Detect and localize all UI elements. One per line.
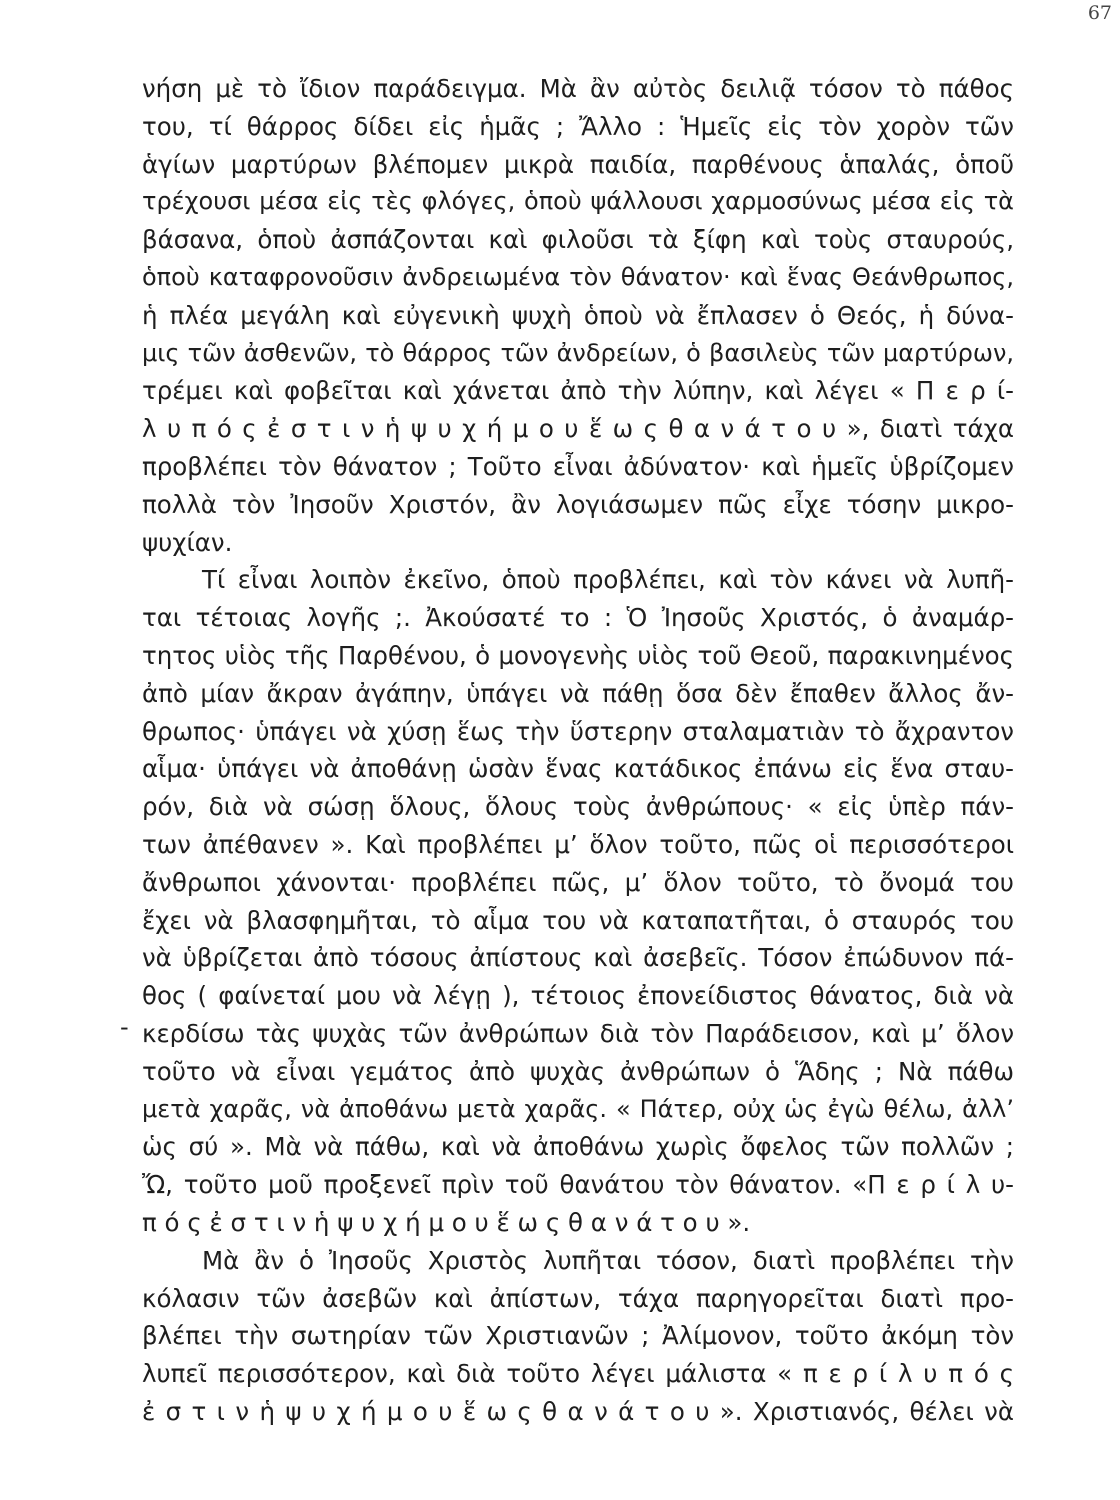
text-line: πολλὰ τὸν Ἰησοῦν Χριστόν, ἂν λογιάσωμεν πῶς εἶχε τόσην μικρο-: [142, 489, 1014, 519]
text-line: κερδίσω τὰς ψυχὰς τῶν ἀνθρώπων διὰ τὸν Παράδεισον, καὶ μ’ ὅλον: [142, 1018, 1014, 1048]
body-text: [120, 70, 1014, 1431]
text-line: ἁγίων μαρτύρων βλέπομεν μικρὰ παιδία, παρθένους ἁπαλάς, ὁποῦ: [142, 149, 1014, 179]
text-line: προβλέπει τὸν θάνατον ; Τοῦτο εἶναι ἀδύνατον· καὶ ἡμεῖς ὑβρίζομεν: [142, 451, 1014, 481]
text-line: τητος υἱὸς τῆς Παρθένου, ὁ μονογενὴς υἱὸς τοῦ Θεοῦ, παρακινημένος: [142, 640, 1014, 670]
text-line: Ὤ, τοῦτο μοῦ προξενεῖ πρὶν τοῦ θανάτου τὸν θάνατον. «Π ε ρ ί λ υ-: [142, 1170, 1014, 1200]
text-line: ἀπὸ μίαν ἄκραν ἀγάπην, ὑπάγει νὰ πάθῃ ὅσα δὲν ἔπαθεν ἄλλος ἄν-: [142, 678, 1014, 708]
text-line: νὰ ὑβρίζεται ἀπὸ τόσους ἀπίστους καὶ ἀσεβεῖς. Τόσον ἐπώδυνον πά-: [142, 943, 1014, 973]
text-line: Τί εἶναι λοιπὸν ἐκεῖνο, ὁποὺ προβλέπει, καὶ τὸν κάνει νὰ λυπῆ-: [202, 565, 1014, 595]
text-line: κόλασιν τῶν ἀσεβῶν καὶ ἀπίστων, τάχα παρηγορεῖται διατὶ προ-: [142, 1283, 1014, 1313]
margin-mark: -: [120, 1013, 129, 1041]
text-line: τρέχουσι μέσα εἰς τὲς φλόγες, ὁποὺ ψάλλουσι χαρμοσύνως μέσα εἰς τὰ: [142, 187, 1014, 216]
text-line: λυπεῖ περισσότερον, καὶ διὰ τοῦτο λέγει μάλιστα « π ε ρ ί λ υ π ό ς: [142, 1359, 1014, 1389]
text-line: ἔχει νὰ βλασφημῆται, τὸ αἷμα του νὰ καταπατῆται, ὁ σταυρός του: [142, 905, 1014, 935]
text-line: βλέπει τὴν σωτηρίαν τῶν Χριστιανῶν ; Ἀλίμονον, τοῦτο ἀκόμη τὸν: [142, 1321, 1014, 1351]
text-line: ται τέτοιας λογῆς ;. Ἀκούσατέ το : Ὁ Ἰησοῦς Χριστός, ὁ ἀναμάρ-: [142, 603, 1014, 633]
text-line: ἡ πλέα μεγάλη καὶ εὐγενικὴ ψυχὴ ὁποὺ νὰ ἔπλασεν ὁ Θεός, ἡ δύνα-: [142, 300, 1014, 330]
text-line: τρέμει καὶ φοβεῖται καὶ χάνεται ἀπὸ τὴν λύπην, καὶ λέγει « Π ε ρ ί-: [142, 376, 1014, 406]
text-line: ἄνθρωποι χάνονται· προβλέπει πῶς, μ’ ὅλον τοῦτο, τὸ ὄνομά του: [142, 867, 1014, 897]
text-line: Μὰ ἂν ὁ Ἰησοῦς Χριστὸς λυπῆται τόσον, διατὶ προβλέπει τὴν: [202, 1245, 1014, 1275]
text-line: νήση μὲ τὸ ἴδιον παράδειγμα. Μὰ ἂν αὐτὸς δειλιᾷ τόσον τὸ πάθος: [142, 74, 1014, 103]
text-line: βάσανα, ὁποὺ ἀσπάζονται καὶ φιλοῦσι τὰ ξίφη καὶ τοὺς σταυρούς,: [142, 225, 1014, 255]
text-line: του, τί θάρρος δίδει εἰς ἡμᾶς ; Ἄλλο : Ἡμεῖς εἰς τὸν χορὸν τῶν: [142, 111, 1014, 141]
text-line: π ό ς ἐ σ τ ι ν ἡ ψ υ χ ή μ ο υ ἕ ω ς θ α ν ά τ ο υ ».: [142, 1207, 751, 1237]
page-number: 67: [1087, 2, 1112, 24]
text-line: τοῦτο νὰ εἶναι γεμάτος ἀπὸ ψυχὰς ἀνθρώπων ὁ Ἅδης ; Νὰ πάθω: [142, 1056, 1014, 1086]
text-line: των ἀπέθανεν ». Καὶ προβλέπει μ’ ὅλον τοῦτο, πῶς οἱ περισσότεροι: [142, 829, 1014, 859]
text-line: ὡς σύ ». Μὰ νὰ πάθω, καὶ νὰ ἀποθάνω χωρὶς ὄφελος τῶν πολλῶν ;: [142, 1132, 1014, 1162]
text-line: ἐ σ τ ι ν ἡ ψ υ χ ή μ ο υ ἕ ω ς θ α ν ά τ ο υ ». Χριστιανός, θέλει νὰ: [142, 1396, 1014, 1426]
text-line: μις τῶν ἀσθενῶν, τὸ θάρρος τῶν ἀνδρείων, ὁ βασιλεὺς τῶν μαρτύρων,: [142, 338, 1014, 367]
text-line: αἷμα· ὑπάγει νὰ ἀποθάνῃ ὡσὰν ἕνας κατάδικος ἐπάνω εἰς ἕνα σταυ-: [142, 754, 1014, 784]
text-line: μετὰ χαρᾶς, νὰ ἀποθάνω μετὰ χαρᾶς. « Πάτερ, οὐχ ὡς ἐγὼ θέλω, ἀλλ’: [142, 1094, 1014, 1123]
text-line: ψυχίαν.: [142, 527, 233, 557]
text-lines: [142, 70, 1014, 1431]
text-line: ὁποὺ καταφρονοῦσιν ἀνδρειωμένα τὸν θάνατον· καὶ ἕνας Θεάνθρωπος,: [142, 262, 1014, 291]
text-line: λ υ π ό ς ἐ σ τ ι ν ἡ ψ υ χ ή μ ο υ ἕ ω ς θ α ν ά τ ο υ », διατὶ τάχα: [142, 414, 1014, 444]
text-line: θρωπος· ὑπάγει νὰ χύσῃ ἕως τὴν ὕστερην σταλαματιὰν τὸ ἄχραντον: [142, 716, 1014, 746]
text-line: ρόν, διὰ νὰ σώσῃ ὅλους, ὅλους τοὺς ἀνθρώπους· « εἰς ὑπὲρ πάν-: [142, 792, 1014, 822]
text-line: θος ( φαίνεταί μου νὰ λέγῃ ), τέτοιος ἐπονείδιστος θάνατος, διὰ νὰ: [142, 981, 1014, 1011]
